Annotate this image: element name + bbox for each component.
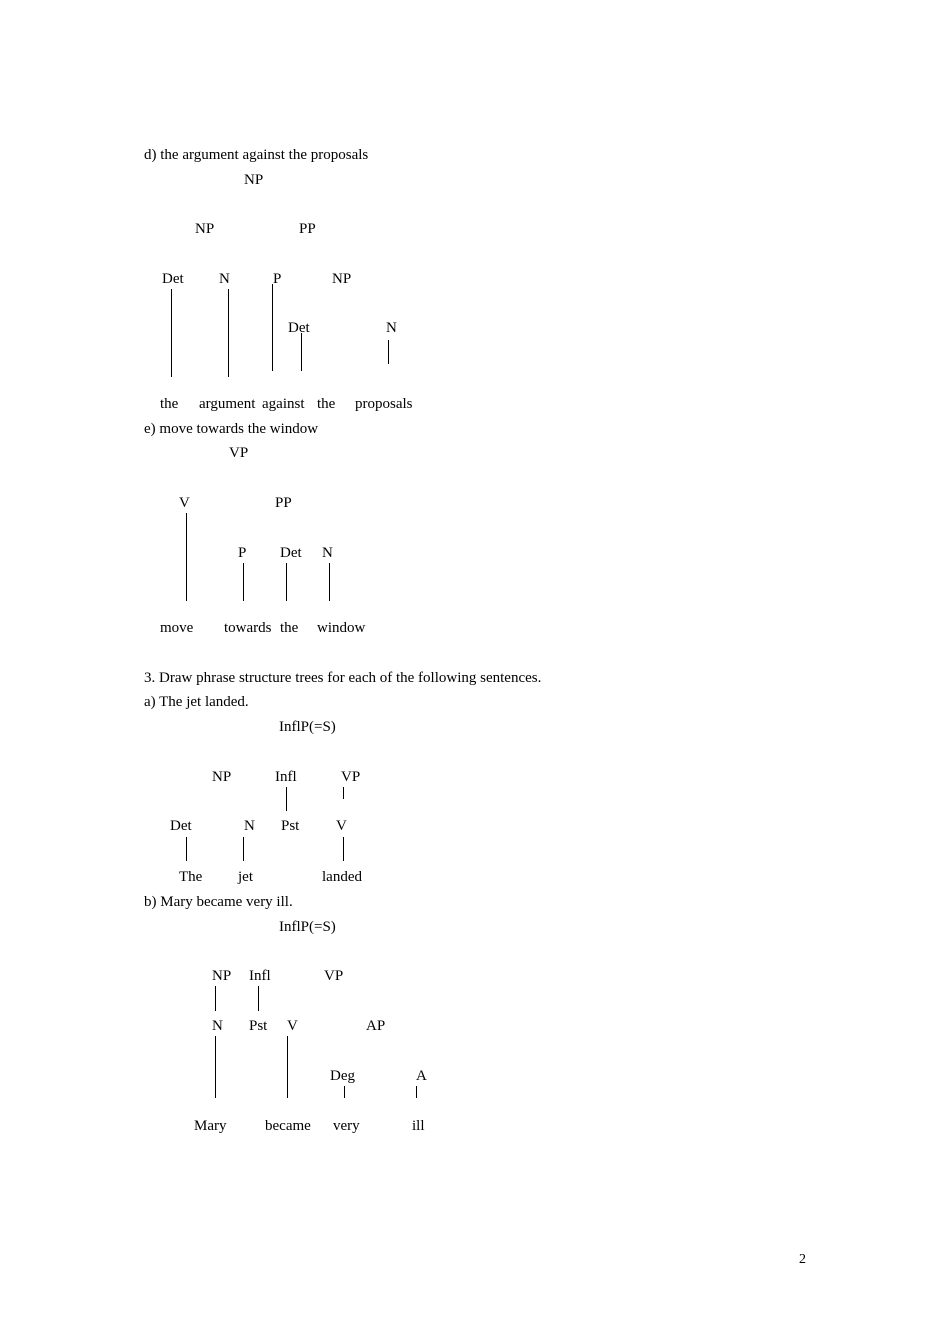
tree-branch — [258, 986, 259, 1011]
tree-branch — [329, 563, 330, 601]
tree-label: VP — [324, 968, 344, 984]
tree-branch — [171, 289, 172, 377]
tree-label: V — [336, 818, 347, 834]
tree-word: against — [262, 396, 305, 412]
tree-label: P — [238, 545, 247, 561]
tree-branch — [388, 340, 389, 364]
tree-branch — [228, 289, 229, 377]
tree-branch — [272, 284, 273, 371]
tree-word: jet — [238, 869, 253, 885]
tree-label: Det — [288, 320, 310, 336]
tree-word: the — [160, 396, 179, 412]
tree-label: Infl — [275, 769, 297, 785]
tree-label: PP — [275, 495, 292, 511]
page-number: 2 — [799, 1252, 806, 1267]
tree-label: NP — [212, 769, 232, 785]
tree-label: Deg — [330, 1068, 355, 1084]
item-a-heading: a) The jet landed. — [144, 694, 249, 710]
tree-label: InflP(=S) — [279, 719, 336, 735]
tree-branch — [343, 837, 344, 861]
tree-label: PP — [299, 221, 316, 237]
tree-branch — [287, 1036, 288, 1098]
tree-word: Mary — [194, 1118, 227, 1134]
tree-label: NP — [212, 968, 232, 984]
tree-label: A — [416, 1068, 427, 1084]
tree-branch — [344, 1086, 345, 1098]
tree-branch — [215, 986, 216, 1011]
tree-word: The — [179, 869, 203, 885]
tree-label: V — [179, 495, 190, 511]
tree-label: NP — [244, 172, 264, 188]
tree-word: ill — [412, 1118, 425, 1134]
tree-label: Det — [170, 818, 192, 834]
tree-word: window — [317, 620, 366, 636]
tree-word: the — [317, 396, 336, 412]
tree-label: V — [287, 1018, 298, 1034]
item-e-heading: e) move towards the window — [144, 421, 319, 437]
tree-label: AP — [366, 1018, 386, 1034]
question-3-heading: 3. Draw phrase structure trees for each of the following sentences. — [144, 670, 542, 686]
tree-branch — [215, 1036, 216, 1098]
tree-word: landed — [322, 869, 362, 885]
tree-label: NP — [332, 271, 352, 287]
tree-label: N — [219, 271, 230, 287]
tree-label: Pst — [281, 818, 300, 834]
tree-label: InflP(=S) — [279, 919, 336, 935]
tree-label: VP — [341, 769, 361, 785]
tree-branch — [186, 513, 187, 601]
tree-label: P — [273, 271, 282, 287]
item-b-heading: b) Mary became very ill. — [144, 894, 293, 910]
tree-label: N — [322, 545, 333, 561]
tree-label: Det — [162, 271, 184, 287]
item-d-heading: d) the argument against the proposals — [144, 147, 369, 163]
tree-branch — [286, 563, 287, 601]
tree-label: Infl — [249, 968, 271, 984]
tree-word: argument — [199, 396, 256, 412]
tree-label: N — [386, 320, 397, 336]
tree-word: became — [265, 1118, 311, 1134]
tree-branch — [186, 837, 187, 861]
tree-word: move — [160, 620, 194, 636]
tree-label: Det — [280, 545, 302, 561]
tree-branch — [301, 333, 302, 371]
tree-branch — [416, 1086, 417, 1098]
tree-branch — [343, 787, 344, 799]
tree-word: very — [333, 1118, 360, 1134]
tree-branch — [243, 563, 244, 601]
tree-label: NP — [195, 221, 215, 237]
tree-word: towards — [224, 620, 272, 636]
tree-branch — [243, 837, 244, 861]
tree-label: N — [212, 1018, 223, 1034]
tree-word: proposals — [355, 396, 413, 412]
tree-branch — [286, 787, 287, 811]
tree-label: VP — [229, 445, 249, 461]
tree-label: Pst — [249, 1018, 268, 1034]
tree-label: N — [244, 818, 255, 834]
tree-word: the — [280, 620, 299, 636]
